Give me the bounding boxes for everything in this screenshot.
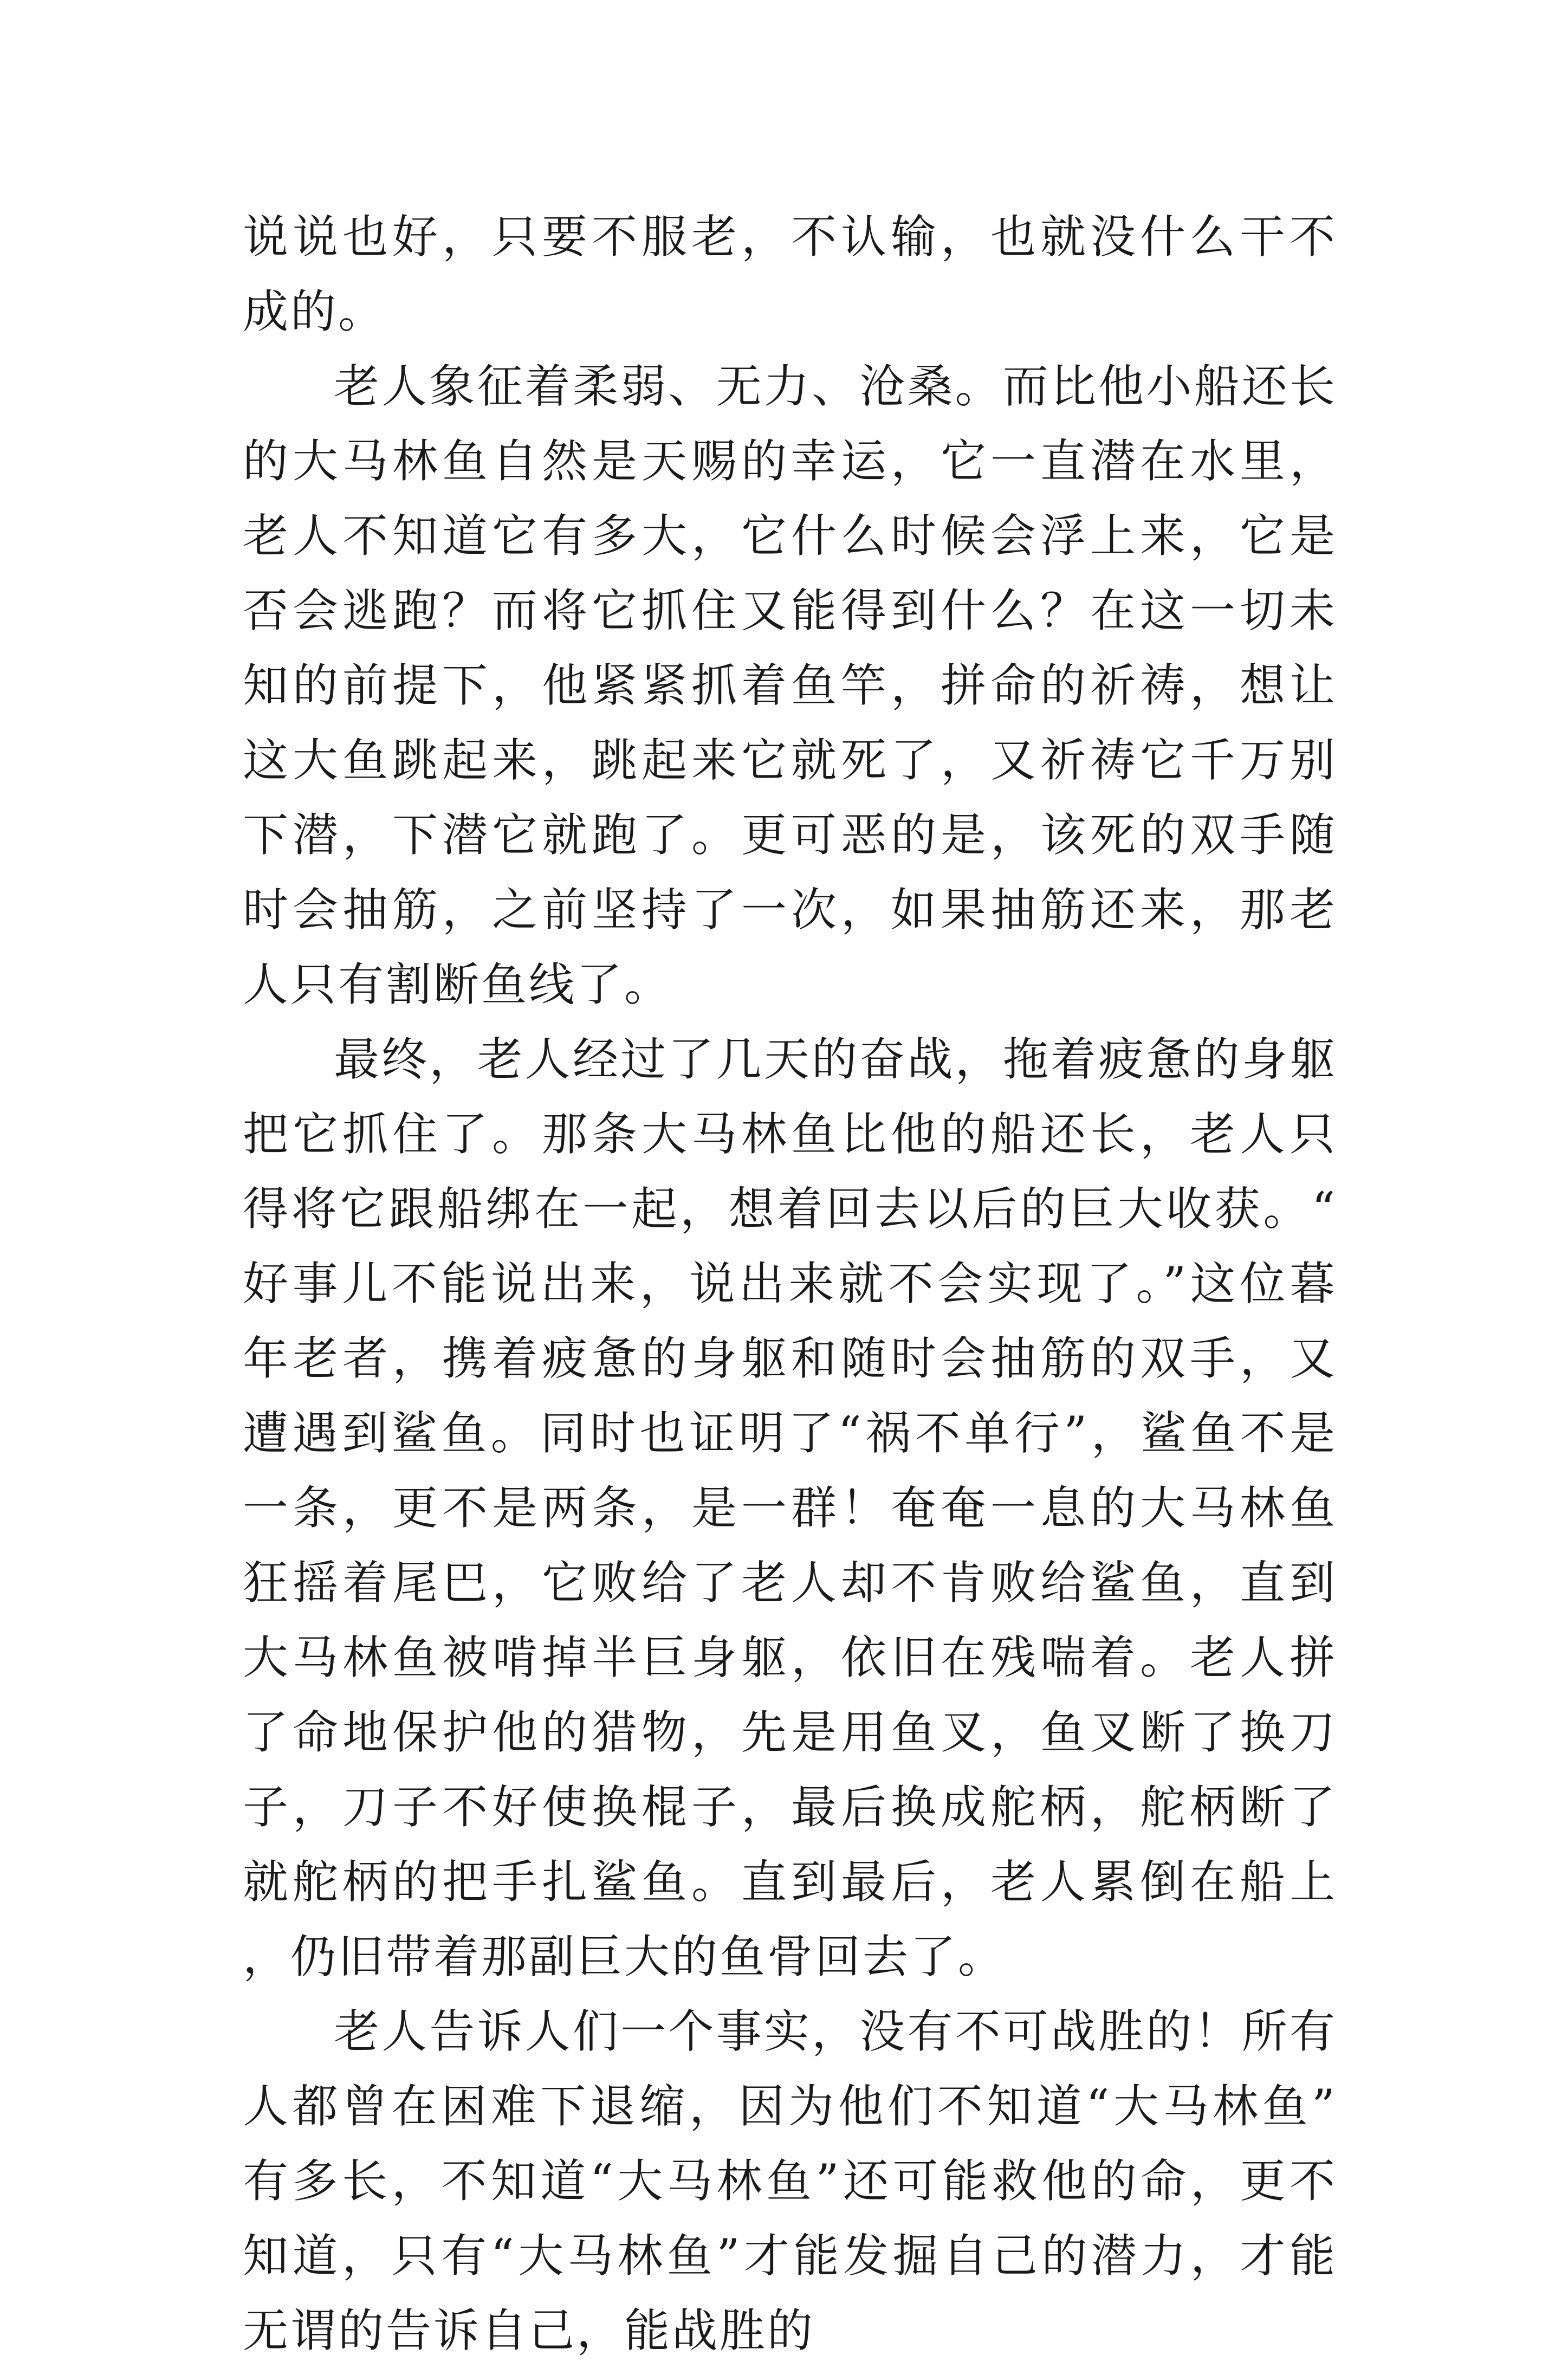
paragraph-3: 最终，老人经过了几天的奋战，拖着疲惫的身躯把它抓住了。那条大马林鱼比他的船还长，老人只得将它跟船绑在一起，想着回去以后的巨大收获。“好事儿不能说出来，说出来就不会实现了。”这位暮年老者，携着疲惫的身躯和随时会抽筋的双手，又遭遇到鲨鱼。同时也证明了“祸不单行”，鲨鱼不是一条，更不是两条，是一群！奄奄一息的大马林鱼狂摇着尾巴，它败给了老人却不肯败给鲨鱼，直到大马林鱼被啃掉半巨身躯，依旧在残喘着。老人拼了命地保护他的猎物，先是用鱼叉，鱼叉断了换刀子，刀子不好使换棍子，最后换成舵柄，舵柄断了就舵柄的把手扎鲨鱼。直到最后，老人累倒在船上，仍旧带着那副巨大的鱼骨回去了。: [243, 1033, 1337, 1983]
paragraph-4: 老人告诉人们一个事实，没有不可战胜的！所有人都曾在困难下退缩，因为他们不知道“大马林鱼”有多长，不知道“大马林鱼”还可能救他的命，更不知道，只有“大马林鱼”才能发掘自己的潜力，才能无谓的告诉自己，能战胜的: [243, 2005, 1337, 2357]
paragraph-2: 老人象征着柔弱、无力、沧桑。而比他小船还长的大马林鱼自然是天赐的幸运，它一直潜在水里，老人不知道它有多大，它什么时候会浮上来，它是否会逃跑？而将它抓住又能得到什么？在这一切未知的前提下，他紧紧抓着鱼竿，拼命的祈祷，想让这大鱼跳起来，跳起来它就死了，又祈祷它千万别下潜，下潜它就跑了。更可恶的是，该死的双手随时会抽筋，之前坚持了一次，如果抽筋还来，那老人只有割断鱼线了。: [243, 360, 1337, 1011]
paragraph-1: 说说也好，只要不服老，不认输，也就没什么干不成的。: [243, 210, 1337, 338]
document-body: [243, 199, 1337, 2368]
